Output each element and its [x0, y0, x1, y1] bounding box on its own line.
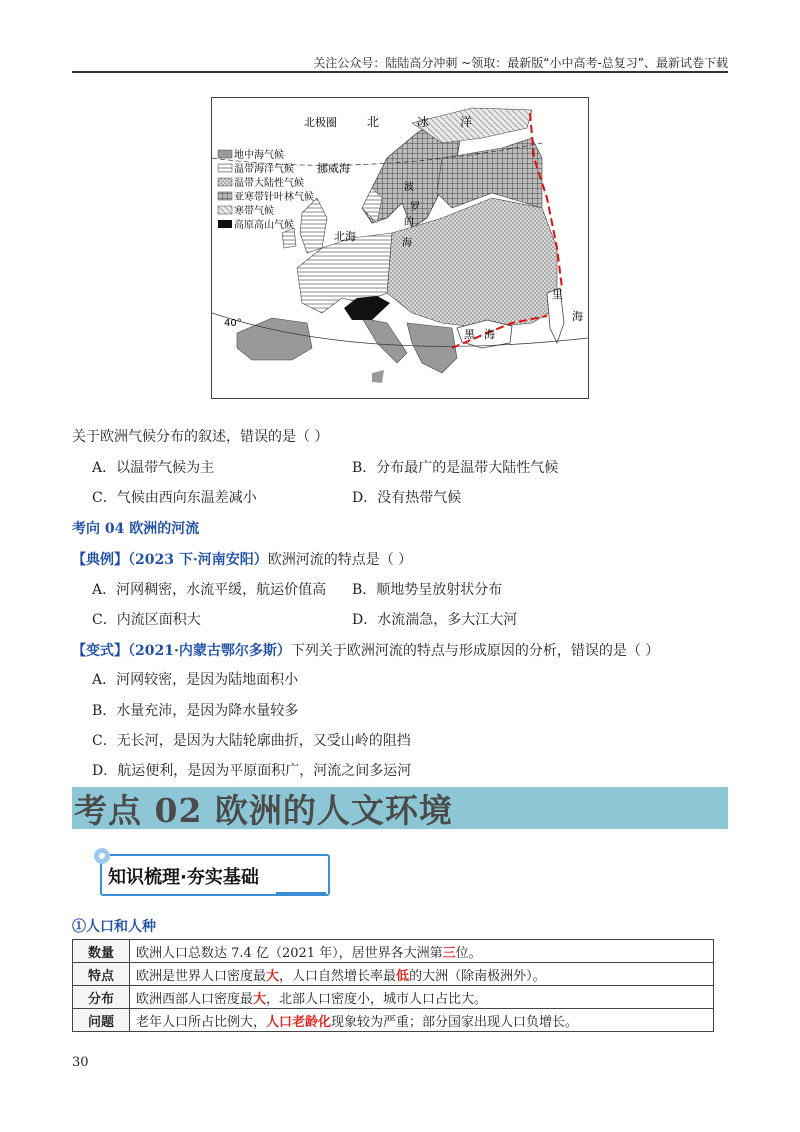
row-value: 欧洲人口总数达 7.4 亿（2021 年），居世界各大洲第三位。 [130, 940, 714, 963]
row-key: 数量 [73, 940, 130, 963]
q2-tag: 【典例】 [72, 552, 128, 568]
q3-option-d: D．航运便利，是因为平原面积广，河流之间多运河 [92, 763, 412, 779]
q3-stem-line [72, 640, 659, 660]
subsection-title: ①人口和人种 [72, 919, 156, 935]
q1-option-d: D．没有热带气候 [352, 490, 462, 506]
svg-text:波: 波 [404, 182, 414, 193]
q3-option-a: A．河网较密，是因为陆地面积小 [92, 672, 299, 688]
section-title: 考向 04 欧洲的河流 [72, 521, 200, 537]
row-key: 分布 [73, 986, 130, 1009]
row-value: 欧洲西部人口密度最大，北部人口密度小，城市人口占比大。 [130, 986, 714, 1009]
table-row [73, 1009, 714, 1032]
page-number: 30 [72, 1055, 89, 1070]
topic-banner [72, 787, 728, 829]
label-norwegian-sea: 挪威海 [317, 162, 350, 175]
label-ice: 冰 [417, 115, 430, 129]
europe-climate-map [211, 97, 589, 399]
legend-item: 地中海气候 [234, 150, 284, 161]
table-row [73, 963, 714, 986]
row-key: 问题 [73, 1009, 130, 1032]
population-table [72, 939, 714, 1032]
legend-item: 温带海洋气候 [234, 164, 294, 175]
q1-option-a: A．以温带气候为主 [92, 460, 215, 476]
q1-option-b: B．分布最广的是温带大陆性气候 [352, 460, 559, 476]
svg-text:海: 海 [402, 238, 412, 249]
q3-option-c: C．无长河，是因为大陆轮廓曲折，又受山岭的阻挡 [92, 733, 411, 749]
badge-label: 知识梳理·夯实基础 [108, 867, 259, 888]
label-lat40: 40° [224, 318, 242, 329]
q2-stem: 欧洲河流的特点是（ ） [267, 552, 413, 568]
q2-source: （2023 下·河南安阳） [128, 552, 268, 568]
legend-item: 寒带气候 [234, 206, 274, 217]
row-value: 欧洲是世界人口密度最大，人口自然增长率最低的大洲（除南极洲外）。 [130, 963, 714, 986]
table-row [73, 986, 714, 1009]
q1-option-c: C．气候由西向东温差减小 [92, 490, 257, 506]
svg-text:海: 海 [572, 310, 583, 323]
row-key: 特点 [73, 963, 130, 986]
label-black-sea: 黑 [464, 328, 475, 341]
legend-item: 高原高山气候 [234, 220, 294, 231]
header-rule [72, 71, 728, 73]
label-arctic-circle: 北极圈 [304, 116, 337, 129]
q3-tag: 【变式】 [72, 643, 128, 659]
q2-stem-line [72, 549, 412, 569]
label-caspian-sea: 里 [552, 288, 563, 301]
label-ocean: 洋 [460, 115, 473, 129]
knowledge-badge [94, 848, 332, 898]
q3-option-b: B．水量充沛，是因为降水量较多 [92, 703, 299, 719]
q2-option-b: B．顺地势呈放射状分布 [352, 582, 503, 598]
q3-source: （2021·内蒙古鄂尔多斯） [128, 643, 291, 659]
row-value: 老年人口所占比例大，人口老龄化现象较为严重；部分国家出现人口负增长。 [130, 1009, 714, 1032]
legend-item: 温带大陆性气候 [234, 178, 304, 189]
q1-stem: 关于欧洲气候分布的叙述，错误的是（ ） [72, 429, 329, 445]
q2-option-d: D．水流湍急，多大江大河 [352, 612, 518, 628]
svg-text:的: 的 [404, 217, 414, 228]
page-header: 关注公众号：陆陆高分冲刺 ~领取：最新版“小中高考-总复习”、最新试卷下载 [313, 56, 728, 70]
label-north: 北 [367, 115, 380, 129]
svg-text:罗: 罗 [410, 202, 420, 213]
banner-title: 考点 02 欧洲的人文环境 [74, 791, 453, 830]
svg-text:海: 海 [484, 328, 495, 341]
table-row [73, 940, 714, 963]
q3-stem: 下列关于欧洲河流的特点与形成原因的分析，错误的是（ ） [290, 643, 660, 659]
legend-item: 亚寒带针叶林气候 [234, 192, 314, 203]
q2-option-c: C．内流区面积大 [92, 612, 201, 628]
label-north-sea: 北海 [334, 230, 356, 243]
q2-option-a: A．河网稠密，水流平缓，航运价值高 [92, 582, 327, 598]
